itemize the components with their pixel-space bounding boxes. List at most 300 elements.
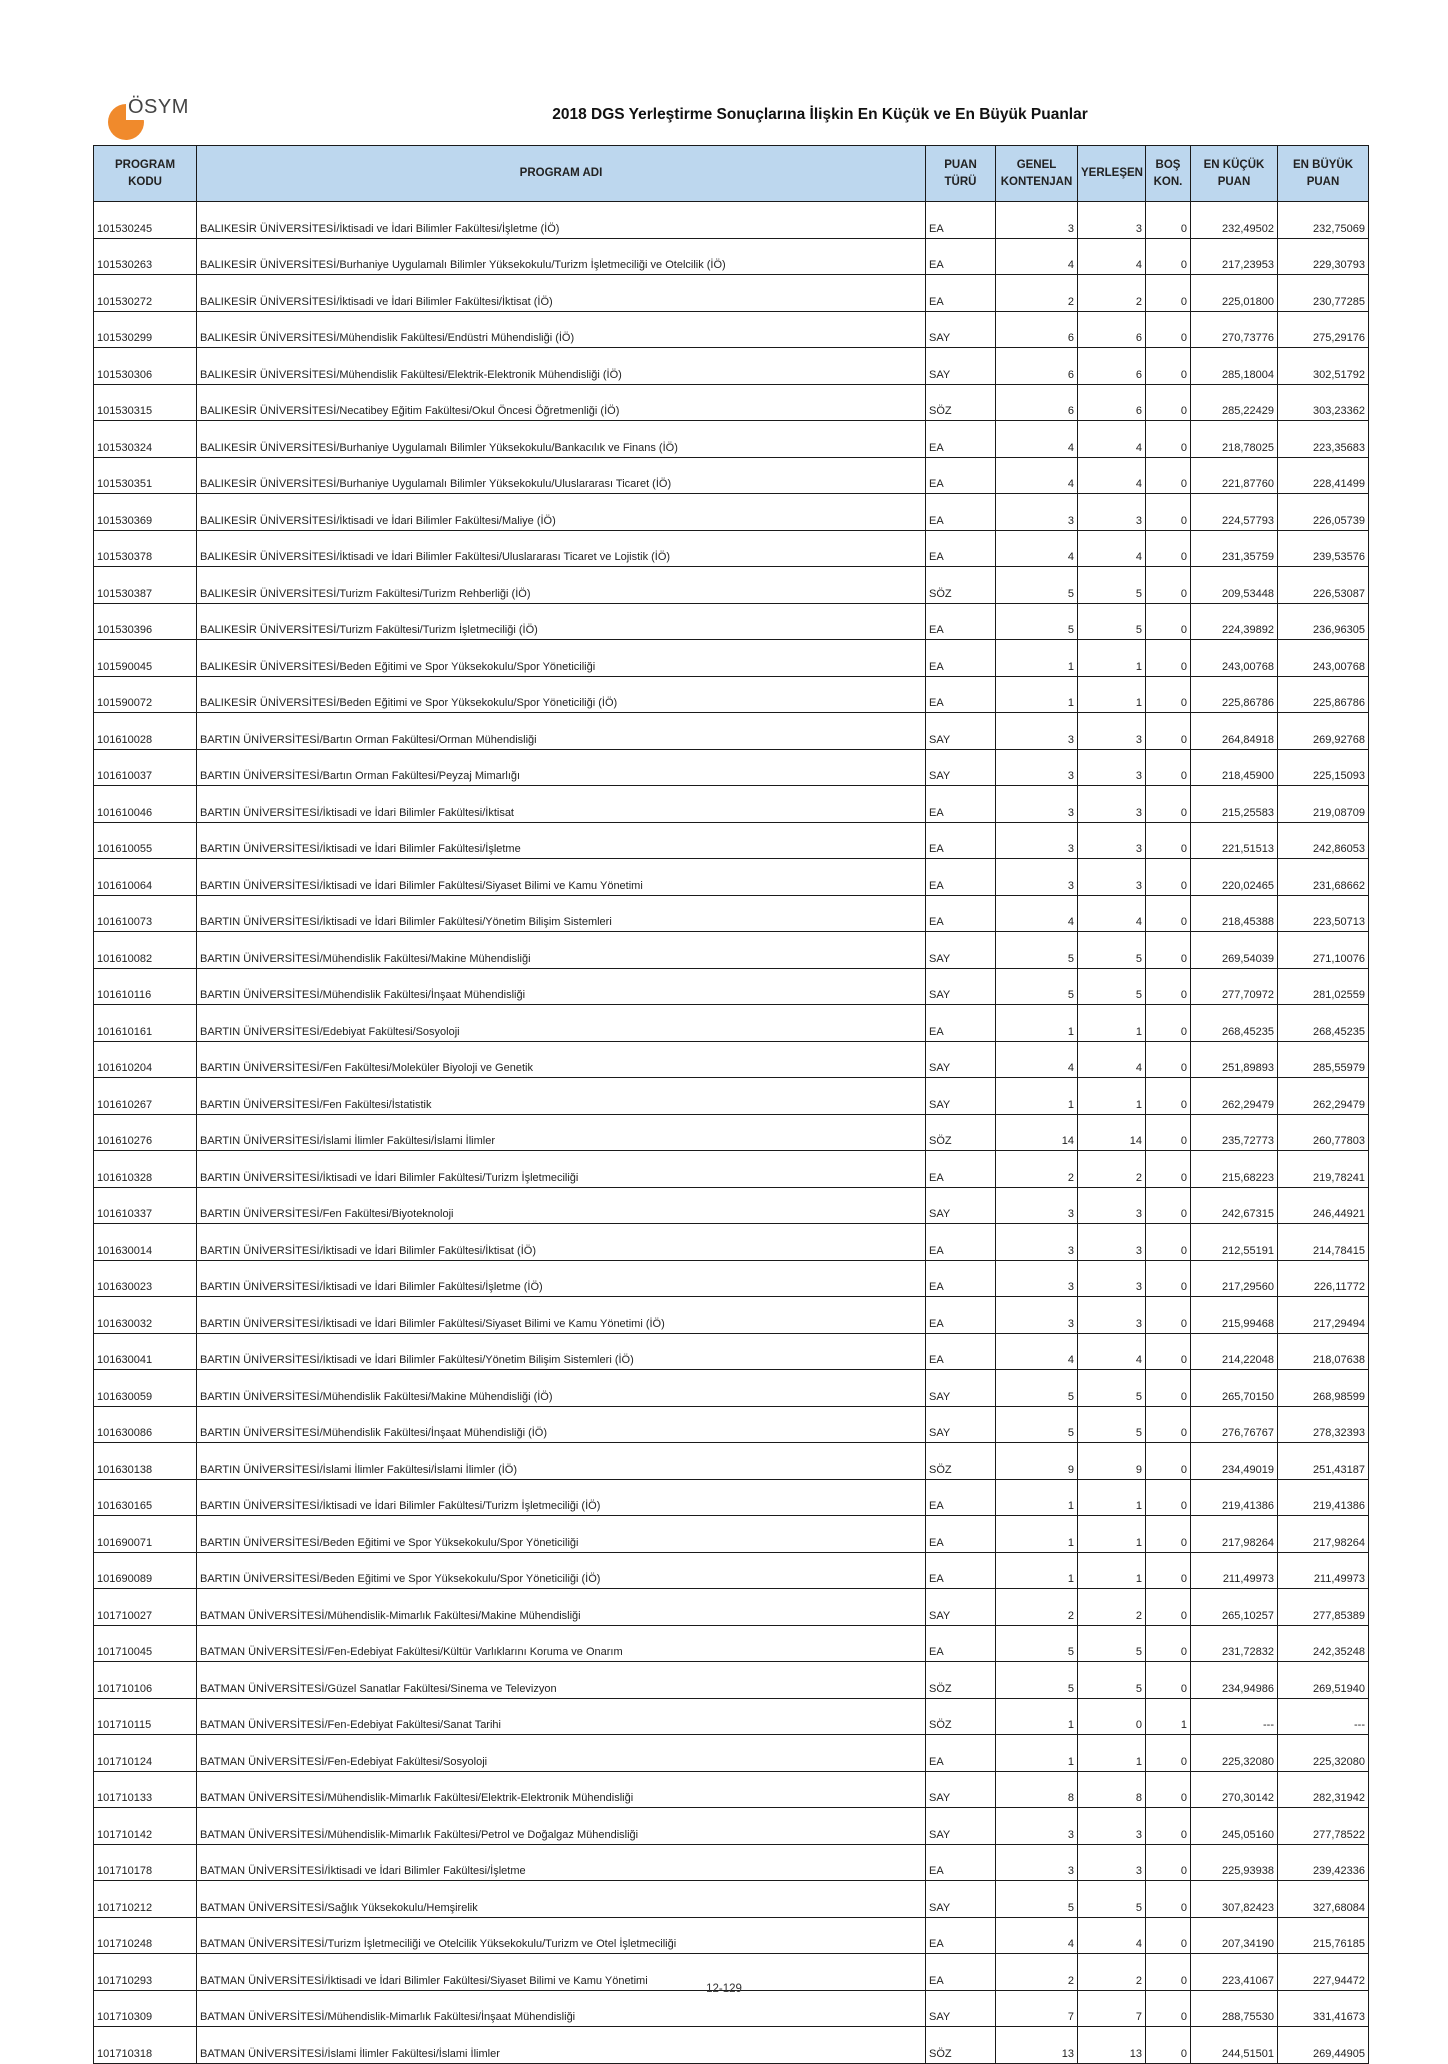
column-header-line1: PROGRAM — [114, 158, 176, 171]
score-type-cell: EA — [926, 1297, 996, 1334]
min-score-cell: 235,72773 — [1191, 1114, 1278, 1151]
empty-quota-cell: 0 — [1146, 749, 1191, 786]
quota-cell: 3 — [996, 1808, 1078, 1845]
program-code-cell: 101610055 — [94, 822, 197, 859]
program-code-cell: 101610161 — [94, 1005, 197, 1042]
empty-quota-cell: 0 — [1146, 786, 1191, 823]
placed-cell: 1 — [1078, 1479, 1146, 1516]
program-name-cell: BALIKESİR ÜNİVERSİTESİ/İktisadi ve İdari Bilimler Fakültesi/Maliye (İÖ) — [197, 494, 926, 531]
score-type-cell: EA — [926, 1954, 996, 1991]
min-score-cell: 217,98264 — [1191, 1516, 1278, 1553]
program-name-cell: BARTIN ÜNİVERSİTESİ/İslami İlimler Fakültesi/İslami İlimler (İÖ) — [197, 1443, 926, 1480]
placed-cell: 5 — [1078, 932, 1146, 969]
program-name-cell: BARTIN ÜNİVERSİTESİ/Bartın Orman Fakültesi/Peyzaj Mimarlığı — [197, 749, 926, 786]
program-name-cell: BATMAN ÜNİVERSİTESİ/Fen-Edebiyat Fakültesi/Sanat Tarihi — [197, 1698, 926, 1735]
program-name-cell: BARTIN ÜNİVERSİTESİ/Mühendislik Fakültesi/İnşaat Mühendisliği (İÖ) — [197, 1406, 926, 1443]
placed-cell: 3 — [1078, 1224, 1146, 1261]
table-row — [94, 1005, 1369, 1042]
column-header-line2: KON. — [1153, 175, 1183, 188]
quota-cell: 1 — [996, 1698, 1078, 1735]
program-code-cell: 101710318 — [94, 2027, 197, 2064]
column-header-bos-kon — [1146, 146, 1191, 202]
quota-cell: 5 — [996, 1881, 1078, 1918]
program-code-cell: 101530245 — [94, 202, 197, 239]
program-code-cell: 101710309 — [94, 1990, 197, 2027]
program-name-cell: BARTIN ÜNİVERSİTESİ/İktisadi ve İdari Bilimler Fakültesi/Turizm İşletmeciliği (İÖ) — [197, 1479, 926, 1516]
program-code-cell: 101690071 — [94, 1516, 197, 1553]
max-score-cell: 215,76185 — [1278, 1917, 1369, 1954]
program-name-cell: BARTIN ÜNİVERSİTESİ/İslami İlimler Fakültesi/İslami İlimler — [197, 1114, 926, 1151]
empty-quota-cell: 0 — [1146, 1443, 1191, 1480]
placed-cell: 1 — [1078, 1735, 1146, 1772]
score-type-cell: SAY — [926, 932, 996, 969]
max-score-cell: 269,92768 — [1278, 713, 1369, 750]
empty-quota-cell: 0 — [1146, 859, 1191, 896]
table-row — [94, 311, 1369, 348]
program-code-cell: 101530315 — [94, 384, 197, 421]
program-name-cell: BARTIN ÜNİVERSİTESİ/Fen Fakültesi/Biyoteknoloji — [197, 1187, 926, 1224]
placed-cell: 2 — [1078, 1151, 1146, 1188]
program-code-cell: 101610116 — [94, 968, 197, 1005]
placed-cell: 9 — [1078, 1443, 1146, 1480]
placed-cell: 6 — [1078, 348, 1146, 385]
placed-cell: 1 — [1078, 640, 1146, 677]
table-row — [94, 494, 1369, 531]
quota-cell: 5 — [996, 567, 1078, 604]
placed-cell: 7 — [1078, 1990, 1146, 2027]
placed-cell: 3 — [1078, 1187, 1146, 1224]
score-type-cell: SAY — [926, 1406, 996, 1443]
page-number: 12-129 — [706, 1983, 742, 1995]
quota-cell: 1 — [996, 1479, 1078, 1516]
column-header-line1: YERLEŞEN — [1081, 167, 1143, 179]
quota-cell: 1 — [996, 640, 1078, 677]
empty-quota-cell: 0 — [1146, 1552, 1191, 1589]
min-score-cell: 270,73776 — [1191, 311, 1278, 348]
min-score-cell: 307,82423 — [1191, 1881, 1278, 1918]
program-code-cell: 101590045 — [94, 640, 197, 677]
program-code-cell: 101590072 — [94, 676, 197, 713]
score-type-cell: SAY — [926, 968, 996, 1005]
table-row — [94, 932, 1369, 969]
program-name-cell: BARTIN ÜNİVERSİTESİ/Bartın Orman Fakültesi/Orman Mühendisliği — [197, 713, 926, 750]
program-code-cell: 101710212 — [94, 1881, 197, 1918]
program-name-cell: BATMAN ÜNİVERSİTESİ/Turizm İşletmeciliği ve Otelcilik Yüksekokulu/Turizm ve Otel İşletmeciliği — [197, 1917, 926, 1954]
table-row — [94, 1187, 1369, 1224]
program-name-cell: BARTIN ÜNİVERSİTESİ/Mühendislik Fakültesi/Makine Mühendisliği (İÖ) — [197, 1370, 926, 1407]
min-score-cell: 225,32080 — [1191, 1735, 1278, 1772]
max-score-cell: 225,15093 — [1278, 749, 1369, 786]
table-row — [94, 348, 1369, 385]
program-name-cell: BALIKESİR ÜNİVERSİTESİ/Mühendislik Fakültesi/Endüstri Mühendisliği (İÖ) — [197, 311, 926, 348]
placed-cell: 3 — [1078, 713, 1146, 750]
table-row — [94, 1990, 1369, 2027]
min-score-cell: 212,55191 — [1191, 1224, 1278, 1261]
placed-cell: 4 — [1078, 457, 1146, 494]
min-score-cell: 231,72832 — [1191, 1625, 1278, 1662]
column-header-en-kucuk-puan — [1191, 146, 1278, 202]
quota-cell: 3 — [996, 749, 1078, 786]
empty-quota-cell: 0 — [1146, 822, 1191, 859]
table-row — [94, 1589, 1369, 1626]
score-type-cell: EA — [926, 1516, 996, 1553]
score-type-cell: SAY — [926, 1990, 996, 2027]
quota-cell: 1 — [996, 1552, 1078, 1589]
max-score-cell: 243,00768 — [1278, 640, 1369, 677]
quota-cell: 4 — [996, 530, 1078, 567]
empty-quota-cell: 0 — [1146, 1151, 1191, 1188]
program-name-cell: BARTIN ÜNİVERSİTESİ/Edebiyat Fakültesi/Sosyoloji — [197, 1005, 926, 1042]
quota-cell: 6 — [996, 384, 1078, 421]
min-score-cell: 215,99468 — [1191, 1297, 1278, 1334]
column-header-line2: TÜRÜ — [944, 175, 977, 188]
score-type-cell: SAY — [926, 1881, 996, 1918]
column-header-program-adi — [197, 146, 926, 202]
min-score-cell: 269,54039 — [1191, 932, 1278, 969]
placed-cell: 3 — [1078, 202, 1146, 239]
table-row — [94, 1114, 1369, 1151]
empty-quota-cell: 0 — [1146, 1844, 1191, 1881]
max-score-cell: 303,23362 — [1278, 384, 1369, 421]
table-row — [94, 1735, 1369, 1772]
program-name-cell: BARTIN ÜNİVERSİTESİ/İktisadi ve İdari Bilimler Fakültesi/Turizm İşletmeciliği — [197, 1151, 926, 1188]
program-name-cell: BARTIN ÜNİVERSİTESİ/İktisadi ve İdari Bilimler Fakültesi/İşletme — [197, 822, 926, 859]
program-name-cell: BARTIN ÜNİVERSİTESİ/İktisadi ve İdari Bilimler Fakültesi/Yönetim Bilişim Sistemleri — [197, 895, 926, 932]
table-row — [94, 1406, 1369, 1443]
quota-cell: 3 — [996, 1224, 1078, 1261]
max-score-cell: 239,53576 — [1278, 530, 1369, 567]
table-row — [94, 202, 1369, 239]
min-score-cell: 224,57793 — [1191, 494, 1278, 531]
min-score-cell: 218,45388 — [1191, 895, 1278, 932]
table-row — [94, 1881, 1369, 1918]
program-code-cell: 101710115 — [94, 1698, 197, 1735]
program-name-cell: BALIKESİR ÜNİVERSİTESİ/Mühendislik Fakültesi/Elektrik-Elektronik Mühendisliği (İÖ) — [197, 348, 926, 385]
score-type-cell: EA — [926, 275, 996, 312]
column-header-line1: EN KÜÇÜK — [1203, 158, 1265, 171]
program-code-cell: 101710045 — [94, 1625, 197, 1662]
table-row — [94, 640, 1369, 677]
placed-cell: 2 — [1078, 275, 1146, 312]
empty-quota-cell: 0 — [1146, 421, 1191, 458]
quota-cell: 4 — [996, 421, 1078, 458]
score-type-cell: SAY — [926, 749, 996, 786]
program-name-cell: BARTIN ÜNİVERSİTESİ/Fen Fakültesi/İstatistik — [197, 1078, 926, 1115]
empty-quota-cell: 0 — [1146, 1114, 1191, 1151]
empty-quota-cell: 0 — [1146, 384, 1191, 421]
table-row — [94, 1297, 1369, 1334]
placed-cell: 4 — [1078, 1917, 1146, 1954]
min-score-cell: 265,70150 — [1191, 1370, 1278, 1407]
program-code-cell: 101610276 — [94, 1114, 197, 1151]
placed-cell: 1 — [1078, 1516, 1146, 1553]
min-score-cell: 288,75530 — [1191, 1990, 1278, 2027]
program-name-cell: BARTIN ÜNİVERSİTESİ/Beden Eğitimi ve Spor Yüksekokulu/Spor Yöneticiliği — [197, 1516, 926, 1553]
max-score-cell: 219,41386 — [1278, 1479, 1369, 1516]
max-score-cell: 225,32080 — [1278, 1735, 1369, 1772]
empty-quota-cell: 0 — [1146, 1041, 1191, 1078]
table-row — [94, 603, 1369, 640]
quota-cell: 3 — [996, 202, 1078, 239]
table-row — [94, 1662, 1369, 1699]
program-code-cell: 101630059 — [94, 1370, 197, 1407]
score-type-cell: SAY — [926, 1078, 996, 1115]
score-type-cell: SÖZ — [926, 1114, 996, 1151]
score-type-cell: EA — [926, 494, 996, 531]
quota-cell: 4 — [996, 895, 1078, 932]
min-score-cell: 215,25583 — [1191, 786, 1278, 823]
program-name-cell: BARTIN ÜNİVERSİTESİ/Fen Fakültesi/Moleküler Biyoloji ve Genetik — [197, 1041, 926, 1078]
table-row — [94, 1041, 1369, 1078]
quota-cell: 5 — [996, 603, 1078, 640]
min-score-cell: 225,86786 — [1191, 676, 1278, 713]
max-score-cell: 262,29479 — [1278, 1078, 1369, 1115]
table-row — [94, 1516, 1369, 1553]
quota-cell: 4 — [996, 1041, 1078, 1078]
min-score-cell: 231,35759 — [1191, 530, 1278, 567]
program-code-cell: 101530299 — [94, 311, 197, 348]
placed-cell: 13 — [1078, 2027, 1146, 2064]
score-type-cell: EA — [926, 457, 996, 494]
placed-cell: 5 — [1078, 603, 1146, 640]
placed-cell: 5 — [1078, 1406, 1146, 1443]
program-code-cell: 101710293 — [94, 1954, 197, 1991]
min-score-cell: 214,22048 — [1191, 1333, 1278, 1370]
score-type-cell: EA — [926, 202, 996, 239]
empty-quota-cell: 0 — [1146, 1005, 1191, 1042]
placed-cell: 3 — [1078, 786, 1146, 823]
table-row — [94, 421, 1369, 458]
program-name-cell: BARTIN ÜNİVERSİTESİ/Mühendislik Fakültesi/Makine Mühendisliği — [197, 932, 926, 969]
quota-cell: 5 — [996, 968, 1078, 1005]
program-name-cell: BALIKESİR ÜNİVERSİTESİ/Burhaniye Uygulamalı Bilimler Yüksekokulu/Uluslararası Ticaret (İÖ) — [197, 457, 926, 494]
quota-cell: 3 — [996, 713, 1078, 750]
empty-quota-cell: 0 — [1146, 1771, 1191, 1808]
empty-quota-cell: 1 — [1146, 1698, 1191, 1735]
column-header-line1: GENEL — [1016, 158, 1057, 171]
table-row — [94, 1917, 1369, 1954]
placed-cell: 4 — [1078, 1041, 1146, 1078]
program-name-cell: BARTIN ÜNİVERSİTESİ/İktisadi ve İdari Bilimler Fakültesi/İşletme (İÖ) — [197, 1260, 926, 1297]
min-score-cell: 225,93938 — [1191, 1844, 1278, 1881]
min-score-cell: 245,05160 — [1191, 1808, 1278, 1845]
placed-cell: 4 — [1078, 238, 1146, 275]
placed-cell: 1 — [1078, 1005, 1146, 1042]
placed-cell: 3 — [1078, 1260, 1146, 1297]
program-code-cell: 101690089 — [94, 1552, 197, 1589]
program-code-cell: 101630041 — [94, 1333, 197, 1370]
max-score-cell: 277,85389 — [1278, 1589, 1369, 1626]
placed-cell: 5 — [1078, 1625, 1146, 1662]
min-score-cell: 209,53448 — [1191, 567, 1278, 604]
min-score-cell: 221,51513 — [1191, 822, 1278, 859]
quota-cell: 3 — [996, 1187, 1078, 1224]
empty-quota-cell: 0 — [1146, 2027, 1191, 2064]
max-score-cell: 217,98264 — [1278, 1516, 1369, 1553]
program-name-cell: BARTIN ÜNİVERSİTESİ/Beden Eğitimi ve Spor Yüksekokulu/Spor Yöneticiliği (İÖ) — [197, 1552, 926, 1589]
column-header-line2: KONTENJAN — [1000, 175, 1073, 188]
program-name-cell: BALIKESİR ÜNİVERSİTESİ/Turizm Fakültesi/Turizm İşletmeciliği (İÖ) — [197, 603, 926, 640]
max-score-cell: 226,05739 — [1278, 494, 1369, 531]
program-name-cell: BALIKESİR ÜNİVERSİTESİ/Burhaniye Uygulamalı Bilimler Yüksekokulu/Bankacılık ve Finans (İÖ) — [197, 421, 926, 458]
column-header-line1: BOŞ — [1155, 158, 1181, 171]
max-score-cell: 231,68662 — [1278, 859, 1369, 896]
max-score-cell: 242,35248 — [1278, 1625, 1369, 1662]
placed-cell: 3 — [1078, 859, 1146, 896]
max-score-cell: 227,94472 — [1278, 1954, 1369, 1991]
max-score-cell: 211,49973 — [1278, 1552, 1369, 1589]
score-type-cell: EA — [926, 676, 996, 713]
table-row — [94, 1844, 1369, 1881]
program-code-cell: 101710248 — [94, 1917, 197, 1954]
empty-quota-cell: 0 — [1146, 494, 1191, 531]
program-name-cell: BALIKESİR ÜNİVERSİTESİ/Beden Eğitimi ve Spor Yüksekokulu/Spor Yöneticiliği — [197, 640, 926, 677]
program-name-cell: BALIKESİR ÜNİVERSİTESİ/İktisadi ve İdari Bilimler Fakültesi/İktisat (İÖ) — [197, 275, 926, 312]
program-code-cell: 101610073 — [94, 895, 197, 932]
table-row — [94, 1260, 1369, 1297]
max-score-cell: 239,42336 — [1278, 1844, 1369, 1881]
empty-quota-cell: 0 — [1146, 1662, 1191, 1699]
program-name-cell: BATMAN ÜNİVERSİTESİ/Mühendislik-Mimarlık Fakültesi/İnşaat Mühendisliği — [197, 1990, 926, 2027]
score-type-cell: EA — [926, 895, 996, 932]
program-code-cell: 101710142 — [94, 1808, 197, 1845]
placed-cell: 4 — [1078, 895, 1146, 932]
table-row — [94, 1443, 1369, 1480]
max-score-cell: 225,86786 — [1278, 676, 1369, 713]
score-type-cell: EA — [926, 603, 996, 640]
program-code-cell: 101530369 — [94, 494, 197, 531]
program-name-cell: BATMAN ÜNİVERSİTESİ/İktisadi ve İdari Bilimler Fakültesi/Siyaset Bilimi ve Kamu Yönetimi — [197, 1954, 926, 1991]
max-score-cell: 223,50713 — [1278, 895, 1369, 932]
score-type-cell: SAY — [926, 1041, 996, 1078]
empty-quota-cell: 0 — [1146, 1224, 1191, 1261]
placed-cell: 1 — [1078, 1552, 1146, 1589]
empty-quota-cell: 0 — [1146, 530, 1191, 567]
table-row — [94, 1552, 1369, 1589]
program-code-cell: 101530272 — [94, 275, 197, 312]
max-score-cell: 246,44921 — [1278, 1187, 1369, 1224]
min-score-cell: 219,41386 — [1191, 1479, 1278, 1516]
table-row — [94, 749, 1369, 786]
max-score-cell: 281,02559 — [1278, 968, 1369, 1005]
empty-quota-cell: 0 — [1146, 1881, 1191, 1918]
empty-quota-cell: 0 — [1146, 640, 1191, 677]
column-header-genel-kontenjan — [996, 146, 1078, 202]
max-score-cell: 302,51792 — [1278, 348, 1369, 385]
empty-quota-cell: 0 — [1146, 238, 1191, 275]
min-score-cell: 268,45235 — [1191, 1005, 1278, 1042]
min-score-cell: 265,10257 — [1191, 1589, 1278, 1626]
program-name-cell: BARTIN ÜNİVERSİTESİ/İktisadi ve İdari Bilimler Fakültesi/Yönetim Bilişim Sistemleri (İÖ) — [197, 1333, 926, 1370]
column-header-en-buyuk-puan — [1278, 146, 1369, 202]
table-row — [94, 1625, 1369, 1662]
empty-quota-cell: 0 — [1146, 1954, 1191, 1991]
empty-quota-cell: 0 — [1146, 713, 1191, 750]
quota-cell: 5 — [996, 1662, 1078, 1699]
quota-cell: 7 — [996, 1990, 1078, 2027]
placed-cell: 5 — [1078, 567, 1146, 604]
score-type-cell: SAY — [926, 1808, 996, 1845]
table-row — [94, 275, 1369, 312]
table-row — [94, 968, 1369, 1005]
table-row — [94, 1479, 1369, 1516]
program-name-cell: BATMAN ÜNİVERSİTESİ/Fen-Edebiyat Fakültesi/Sosyoloji — [197, 1735, 926, 1772]
max-score-cell: 228,41499 — [1278, 457, 1369, 494]
min-score-cell: --- — [1191, 1698, 1278, 1735]
score-type-cell: SAY — [926, 311, 996, 348]
max-score-cell: 214,78415 — [1278, 1224, 1369, 1261]
empty-quota-cell: 0 — [1146, 1625, 1191, 1662]
min-score-cell: 207,34190 — [1191, 1917, 1278, 1954]
score-type-cell: SAY — [926, 713, 996, 750]
placed-cell: 2 — [1078, 1954, 1146, 1991]
program-name-cell: BATMAN ÜNİVERSİTESİ/Güzel Sanatlar Fakültesi/Sinema ve Televizyon — [197, 1662, 926, 1699]
program-code-cell: 101710124 — [94, 1735, 197, 1772]
score-type-cell: EA — [926, 1333, 996, 1370]
quota-cell: 5 — [996, 932, 1078, 969]
program-name-cell: BALIKESİR ÜNİVERSİTESİ/Beden Eğitimi ve Spor Yüksekokulu/Spor Yöneticiliği (İÖ) — [197, 676, 926, 713]
quota-cell: 3 — [996, 494, 1078, 531]
placed-cell: 5 — [1078, 1881, 1146, 1918]
column-header-line2: KODU — [128, 175, 162, 188]
table-row — [94, 676, 1369, 713]
min-score-cell: 217,23953 — [1191, 238, 1278, 275]
placed-cell: 4 — [1078, 530, 1146, 567]
program-code-cell: 101610064 — [94, 859, 197, 896]
program-code-cell: 101610337 — [94, 1187, 197, 1224]
score-type-cell: EA — [926, 1005, 996, 1042]
placed-cell: 0 — [1078, 1698, 1146, 1735]
empty-quota-cell: 0 — [1146, 348, 1191, 385]
quota-cell: 3 — [996, 859, 1078, 896]
column-header-line2: PUAN — [1217, 175, 1251, 188]
program-code-cell: 101530324 — [94, 421, 197, 458]
quota-cell: 1 — [996, 1078, 1078, 1115]
max-score-cell: 232,75069 — [1278, 202, 1369, 239]
score-type-cell: SÖZ — [926, 1662, 996, 1699]
empty-quota-cell: 0 — [1146, 1406, 1191, 1443]
min-score-cell: 218,78025 — [1191, 421, 1278, 458]
program-code-cell: 101630014 — [94, 1224, 197, 1261]
score-type-cell: SÖZ — [926, 1443, 996, 1480]
quota-cell: 14 — [996, 1114, 1078, 1151]
empty-quota-cell: 0 — [1146, 311, 1191, 348]
program-code-cell: 101710133 — [94, 1771, 197, 1808]
quota-cell: 2 — [996, 1954, 1078, 1991]
placed-cell: 3 — [1078, 1808, 1146, 1845]
placed-cell: 3 — [1078, 1297, 1146, 1334]
score-type-cell: SÖZ — [926, 384, 996, 421]
min-score-cell: 224,39892 — [1191, 603, 1278, 640]
table-row — [94, 2027, 1369, 2064]
max-score-cell: --- — [1278, 1698, 1369, 1735]
empty-quota-cell: 0 — [1146, 1078, 1191, 1115]
placed-cell: 3 — [1078, 1844, 1146, 1881]
empty-quota-cell: 0 — [1146, 1808, 1191, 1845]
min-score-cell: 251,89893 — [1191, 1041, 1278, 1078]
max-score-cell: 229,30793 — [1278, 238, 1369, 275]
quota-cell: 5 — [996, 1406, 1078, 1443]
placed-cell: 14 — [1078, 1114, 1146, 1151]
empty-quota-cell: 0 — [1146, 1917, 1191, 1954]
min-score-cell: 243,00768 — [1191, 640, 1278, 677]
empty-quota-cell: 0 — [1146, 1589, 1191, 1626]
min-score-cell: 217,29560 — [1191, 1260, 1278, 1297]
osym-logo — [108, 96, 198, 142]
quota-cell: 3 — [996, 1260, 1078, 1297]
max-score-cell: 269,51940 — [1278, 1662, 1369, 1699]
max-score-cell: 219,08709 — [1278, 786, 1369, 823]
